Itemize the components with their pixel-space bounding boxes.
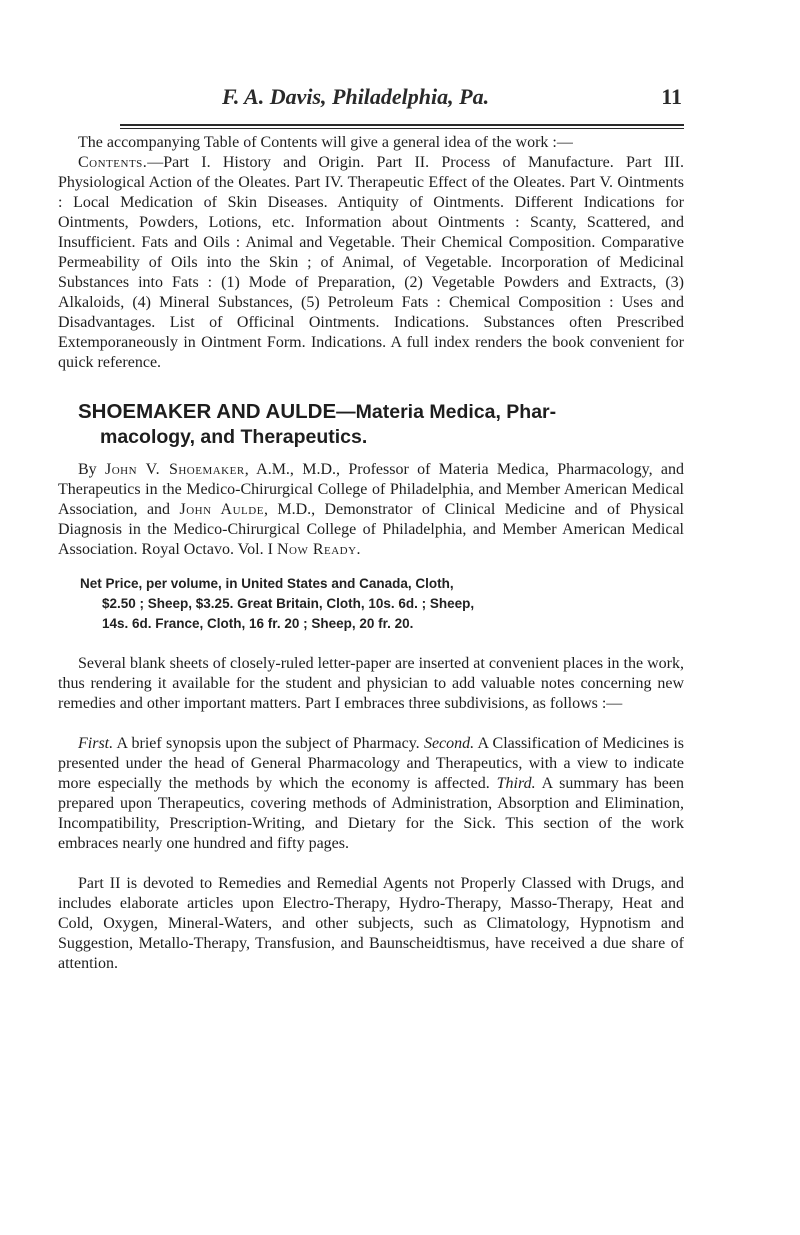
header-rule [120, 124, 684, 126]
running-head-title: F. A. Davis, Philadelphia, Pa. [222, 84, 490, 109]
page-body [58, 133, 684, 974]
part-two-paragraph [58, 874, 684, 974]
section-heading [58, 399, 684, 450]
contents-label: Contents. [78, 154, 148, 171]
first-label: First. [78, 735, 114, 752]
third-label: Third. [496, 775, 536, 792]
author-name-2: John Aulde [179, 501, 264, 518]
blank-sheets-paragraph [58, 654, 684, 714]
authors-text-2: , M.D., Demonstrator of Clinical Medicine and of Physical Diagnosis in the Medico-Chirurgical College of Philadelphia, and Member American Medical Association. Royal Octavo. Vol. I [58, 501, 684, 558]
section-title-rest-1: —Materia Medica, Phar- [336, 401, 557, 423]
availability-status: Now Ready. [276, 541, 362, 558]
section-title-rest-2: macology, and Therapeutics. [100, 426, 368, 448]
blank-sheets-text: Several blank sheets of closely-ruled letter-paper are inserted at convenient places in the work, thus rendering it available for the student and physician to add valuable notes concerning new remedies and other important matters. Part I embraces three subdivisions, as follows :— [58, 655, 684, 712]
contents-paragraph [58, 153, 684, 373]
authors-text-1: , A.M., M.D., Professor of Materia Medica, Pharmacology, and Therapeutics in the Medico-Chirurgical College of Philadelphia, and Member American Medical Association, and [58, 461, 685, 518]
second-text: A Classification of Medicines is presented under the head of General Pharmacology and Therapeutics, with a view to indicate more especially the methods by which the economy is affected. [58, 735, 685, 792]
price-line-3: 14s. 6d. France, Cloth, 16 fr. 20 ; Sheep, 20 fr. 20. [102, 616, 414, 631]
authors-by: By [78, 461, 106, 478]
running-head [122, 84, 682, 118]
price-block [58, 574, 684, 634]
page-number: 11 [661, 84, 682, 109]
third-text: A summary has been prepared upon Therapeutics, covering methods of Administration, Absorption and Elimination, Incompatibility, Prescription-Writing, and Dietary for the Sick. This section of the work embraces nearly one hundred and fifty pages. [58, 775, 685, 852]
contents-text: —Part I. History and Origin. Part II. Process of Manufacture. Part III. Physiological Action of the Oleates. Part IV. Therapeutic Effect of the Oleates. Part V. Ointments : Local Medication of Skin Diseases. Antiquity of Ointments. Different Indications for Ointments, Powders, Lotions, etc. Information about Ointments : Scanty, Scattered, and Insufficient. Fats and Oils : Animal and Vegetable. Their Chemical Composition. Comparative Permeability of Oils into the Skin ; of Animal, of Vegetable. Incorporation of Medicinal Substances into Fats : (1) Mode of Preparation, (2) Vegetable Powders and Extracts, (3) Alkaloids, (4) Mineral Substances, (5) Petroleum Fats : Chemical Composition : Uses and Disadvantages. List of Officinal Ointments. Indications. Substances often Prescribed Extemporaneously in Ointment Form. Indications. A full index renders the book convenient for quick reference. [58, 154, 684, 371]
second-label: Second. [423, 735, 475, 752]
first-text: A brief synopsis upon the subject of Pharmacy. [113, 735, 424, 752]
section-title-caps: SHOEMAKER AND AULDE [78, 400, 337, 423]
authors-paragraph [58, 460, 684, 560]
price-line-2: $2.50 ; Sheep, $3.25. Great Britain, Cloth, 10s. 6d. ; Sheep, [102, 596, 475, 611]
subdivisions-paragraph [58, 734, 684, 854]
author-name-1: John V. Shoemaker [105, 461, 245, 478]
part-two-text: Part II is devoted to Remedies and Remedial Agents not Properly Classed with Drugs, and includes elaborate articles upon Electro-Therapy, Hydro-Therapy, Masso-Therapy, Heat and Cold, Oxygen, Mineral-Waters, and other subjects, such as Climatology, Hypnotism and Suggestion, Metallo-Therapy, Transfusion, and Baunscheidtismus, have received a due share of attention. [58, 875, 684, 972]
intro-paragraph [58, 133, 684, 153]
price-line-1: Net Price, per volume, in United States and Canada, Cloth, [80, 576, 454, 591]
intro-lead: The accompanying Table of Contents will give a general idea of the work :— [78, 134, 573, 151]
